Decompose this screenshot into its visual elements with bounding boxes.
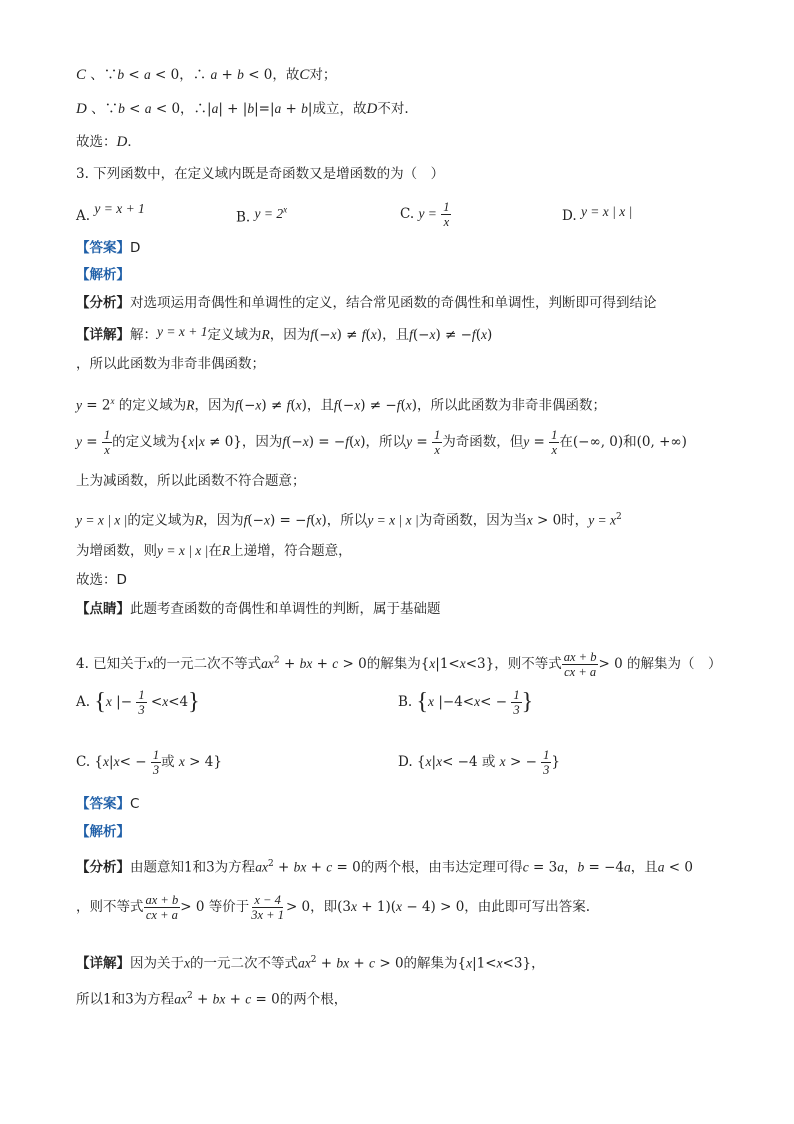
q4-detail-2: 所以1和3为方程$ax^2$ + bx + c = 0的两个根， [76,991,348,1008]
question-3-title: 3. 下列函数中，在定义域内既是奇函数又是增函数的为（ ） [76,166,445,182]
q4-jiexi: 【解析】 [76,824,130,840]
q3-detail-5: 上为减函数，所以此函数不符合题意； [76,473,306,489]
q3-option-b: B. $y = 2^x$ [236,204,288,226]
q3-analysis: 【分析】对选项运用奇偶性和单调性的定义，结合常见函数的奇偶性和单调性，判断即可得到结论 [76,295,657,311]
choose-d-line: 故选：D． [76,134,141,150]
q3-answer: 【答案】D [76,240,141,256]
q3-key-point: 【点睛】此题考查函数的奇偶性和单调性的判断，属于基础题 [76,601,441,617]
option-c-line: C 、∵b < a < 0，∴ a + b < 0，故C对； [76,67,337,83]
q4-option-b: B. {x |−4<x< − $\frac{1}{3}$ } [398,688,534,717]
q4-option-c: C. {x|x< − $\frac{1}{3}$ 或 x > 4} [76,748,222,777]
q4-analysis-1: 【分析】由题意知1和3为方程$ax^2$ + bx + c = 0的两个根，由韦达定理可得c = 3a，b = −4a，且a < 0 [76,859,693,876]
q3-detail-6: y = x | x |的定义域为R，因为f(−x) = −f(x)，所以y = x | x |为奇函数，因为当x > 0时，$y = x^2$ [76,512,622,529]
q3-detail-1: 【详解】解：y = x + 1定义域为R，因为f(−x) ≠ f(x)，且f(−x) ≠ −f(x) [76,324,493,343]
q3-detail-3: $y = 2^x$ 的定义域为R，因为f(−x) ≠ f(x)，且f(−x) ≠ −f(x)，所以此函数为非奇非偶函数； [76,396,607,414]
q3-detail-4: y = $\frac{1}{x}$ 的定义域为{x|x ≠ 0}，因为f(−x) = −f(x)，所以y = $\frac{1}{x}$ 为奇函数，但y = $\frac{1}{x}$ 在(−∞, 0)和(0, +∞) [76,428,687,457]
q4-analysis-2: ，则不等式 $\frac{ax + b}{cx + a}$ > 0 等价于 $\frac{x - 4}{3x + 1}$ > 0，即(3x + 1)(x − 4) > 0，由此即可写出答案. [76,893,591,922]
q3-option-d: D. y = x | x | [562,204,633,224]
q4-option-a: A. {x |− $\frac{1}{3}$ <x<4} [76,688,200,717]
q3-detail-2: ，所以此函数为非奇非偶函数； [76,356,265,372]
q3-jiexi: 【解析】 [76,267,130,283]
q4-detail-1: 【详解】因为关于x的一元二次不等式$ax^2$ + bx + c > 0的解集为{x|1<x<3}， [76,955,545,972]
q3-option-a: A. y = x + 1 [76,201,145,224]
q4-answer: 【答案】C [76,796,140,812]
q3-choose: 故选：D [76,572,127,588]
option-d-line: D 、∵b < a < 0，∴|a| + |b|=|a + b|成立，故D不对. [76,101,409,117]
q4-option-d: D. {x|x< −4 或 x > − $\frac{1}{3}$ } [398,748,561,777]
question-4-title: 4. 已知关于x的一元二次不等式$ax^2$ + bx + c > 0的解集为{x|1<x<3}，则不等式 $\frac{ax + b}{cx + a}$ > 0 的解集为（ ） [76,650,722,679]
q3-option-c: C. y = $\frac{1}{x}$ [400,200,450,229]
q3-detail-7: 为增函数，则y = x | x |在R上递增，符合题意， [76,543,352,559]
